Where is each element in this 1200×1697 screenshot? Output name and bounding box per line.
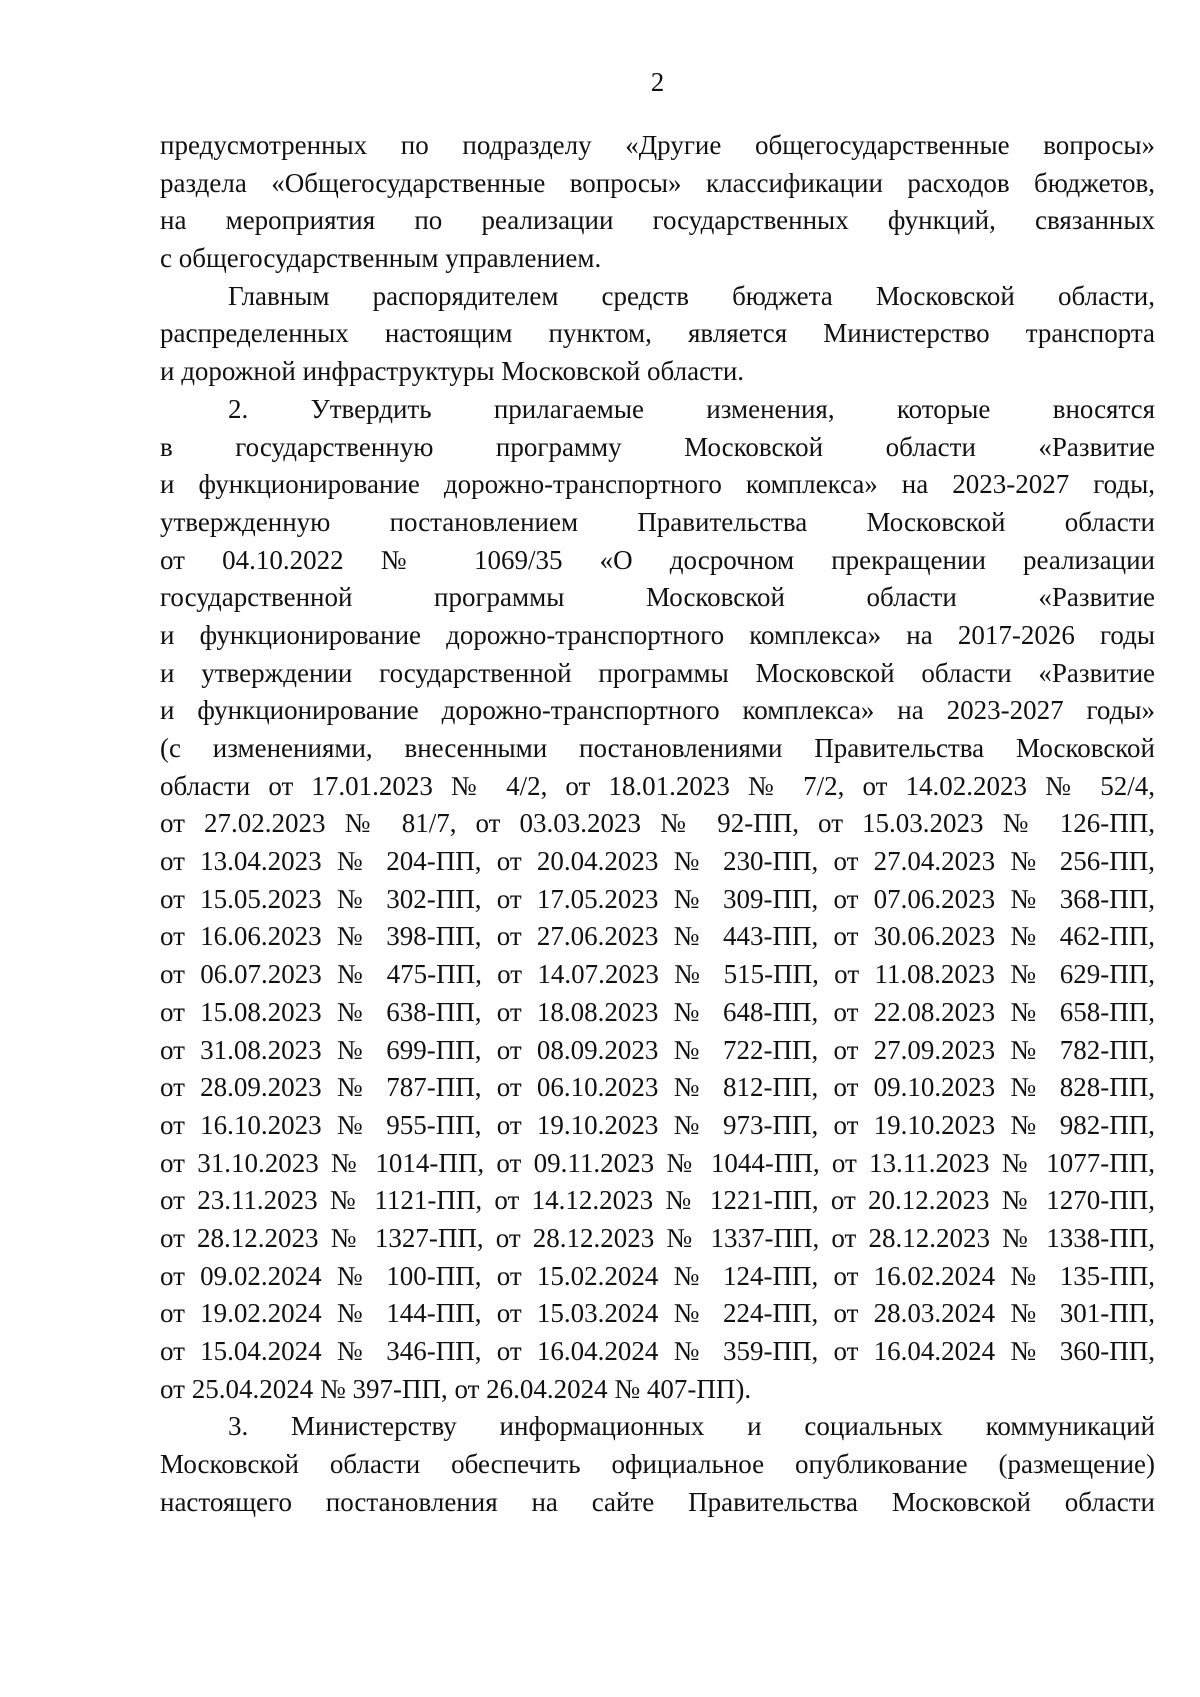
text-line: от 06.07.2023 № 475-ПП, от 14.07.2023 № 515-ПП, от 11.08.2023 № 629-ПП, [160, 959, 1155, 990]
text-line: от 16.10.2023 № 955-ПП, от 19.10.2023 № 973-ПП, от 19.10.2023 № 982-ПП, [160, 1109, 1155, 1140]
text-line: от 13.04.2023 № 204-ПП, от 20.04.2023 № 230-ПП, от 27.04.2023 № 256-ПП, [160, 846, 1155, 877]
text-line: от 15.05.2023 № 302-ПП, от 17.05.2023 № 309-ПП, от 07.06.2023 № 368-ПП, [160, 883, 1155, 914]
text-line: и функционирование дорожно-транспортного комплекса» на 2023-2027 годы» [160, 695, 1155, 726]
text-line: и утверждении государственной программы Московской области «Развитие [160, 657, 1155, 688]
text-line: предусмотренных по подразделу «Другие общегосударственные вопросы» [160, 130, 1155, 160]
text-line: настоящего постановления на сайте Правительства Московской области [160, 1486, 1155, 1517]
document-body [160, 127, 1155, 1521]
text-line: от 15.08.2023 № 638-ПП, от 18.08.2023 № 648-ПП, от 22.08.2023 № 658-ПП, [160, 996, 1155, 1027]
text-line: от 23.11.2023 № 1121-ПП, от 14.12.2023 № 1221-ПП, от 20.12.2023 № 1270-ПП, [160, 1185, 1155, 1216]
text-line: распределенных настоящим пунктом, является Министерство транспорта [160, 318, 1155, 349]
text-line: Московской области обеспечить официальное опубликование (размещение) [160, 1449, 1155, 1480]
text-line: от 25.04.2024 № 397-ПП, от 26.04.2024 № 407-ПП). [160, 1373, 752, 1404]
text-line: раздела «Общегосударственные вопросы» классификации расходов бюджетов, [160, 167, 1155, 198]
text-line: от 19.02.2024 № 144-ПП, от 15.03.2024 № 224-ПП, от 28.03.2024 № 301-ПП, [160, 1298, 1155, 1329]
text-line: с общегосударственным управлением. [160, 243, 602, 274]
text-line: от 28.09.2023 № 787-ПП, от 06.10.2023 № 812-ПП, от 09.10.2023 № 828-ПП, [160, 1072, 1155, 1103]
text-line: 2. Утвердить прилагаемые изменения, которые вносятся [228, 393, 1155, 424]
text-line: Главным распорядителем средств бюджета Московской области, [228, 280, 1155, 311]
page-number: 2 [650, 67, 665, 97]
text-line: и функционирование дорожно-транспортного комплекса» на 2023-2027 годы, [160, 469, 1155, 500]
text-line: на мероприятия по реализации государственных функций, связанных [160, 205, 1155, 236]
text-line: области от 17.01.2023 № 4/2, от 18.01.2023 № 7/2, от 14.02.2023 № 52/4, [160, 770, 1155, 801]
text-line: от 31.10.2023 № 1014-ПП, от 09.11.2023 № 1044-ПП, от 13.11.2023 № 1077-ПП, [160, 1147, 1155, 1178]
text-line: от 27.02.2023 № 81/7, от 03.03.2023 № 92-ПП, от 15.03.2023 № 126-ПП, [160, 808, 1155, 839]
text-line: 3. Министерству информационных и социальных коммуникаций [228, 1411, 1155, 1442]
text-line: от 16.06.2023 № 398-ПП, от 27.06.2023 № 443-ПП, от 30.06.2023 № 462-ПП, [160, 921, 1155, 952]
text-line: (с изменениями, внесенными постановлениями Правительства Московской [160, 733, 1155, 763]
text-line: в государственную программу Московской области «Развитие [160, 431, 1155, 462]
text-line: от 31.08.2023 № 699-ПП, от 08.09.2023 № 722-ПП, от 27.09.2023 № 782-ПП, [160, 1034, 1155, 1065]
text-line: и функционирование дорожно-транспортного комплекса» на 2017-2026 годы [160, 619, 1155, 650]
text-line: и дорожной инфраструктуры Московской области. [160, 356, 745, 387]
text-line: государственной программы Московской области «Развитие [160, 582, 1155, 613]
text-line: от 04.10.2022 № 1069/35 «О досрочном прекращении реализации [160, 544, 1155, 575]
text-line: от 28.12.2023 № 1327-ПП, от 28.12.2023 № 1337-ПП, от 28.12.2023 № 1338-ПП, [160, 1222, 1155, 1253]
text-line: от 09.02.2024 № 100-ПП, от 15.02.2024 № 124-ПП, от 16.02.2024 № 135-ПП, [160, 1260, 1155, 1291]
text-line: от 15.04.2024 № 346-ПП, от 16.04.2024 № 359-ПП, от 16.04.2024 № 360-ПП, [160, 1336, 1155, 1366]
text-line: утвержденную постановлением Правительства Московской области [160, 506, 1155, 537]
